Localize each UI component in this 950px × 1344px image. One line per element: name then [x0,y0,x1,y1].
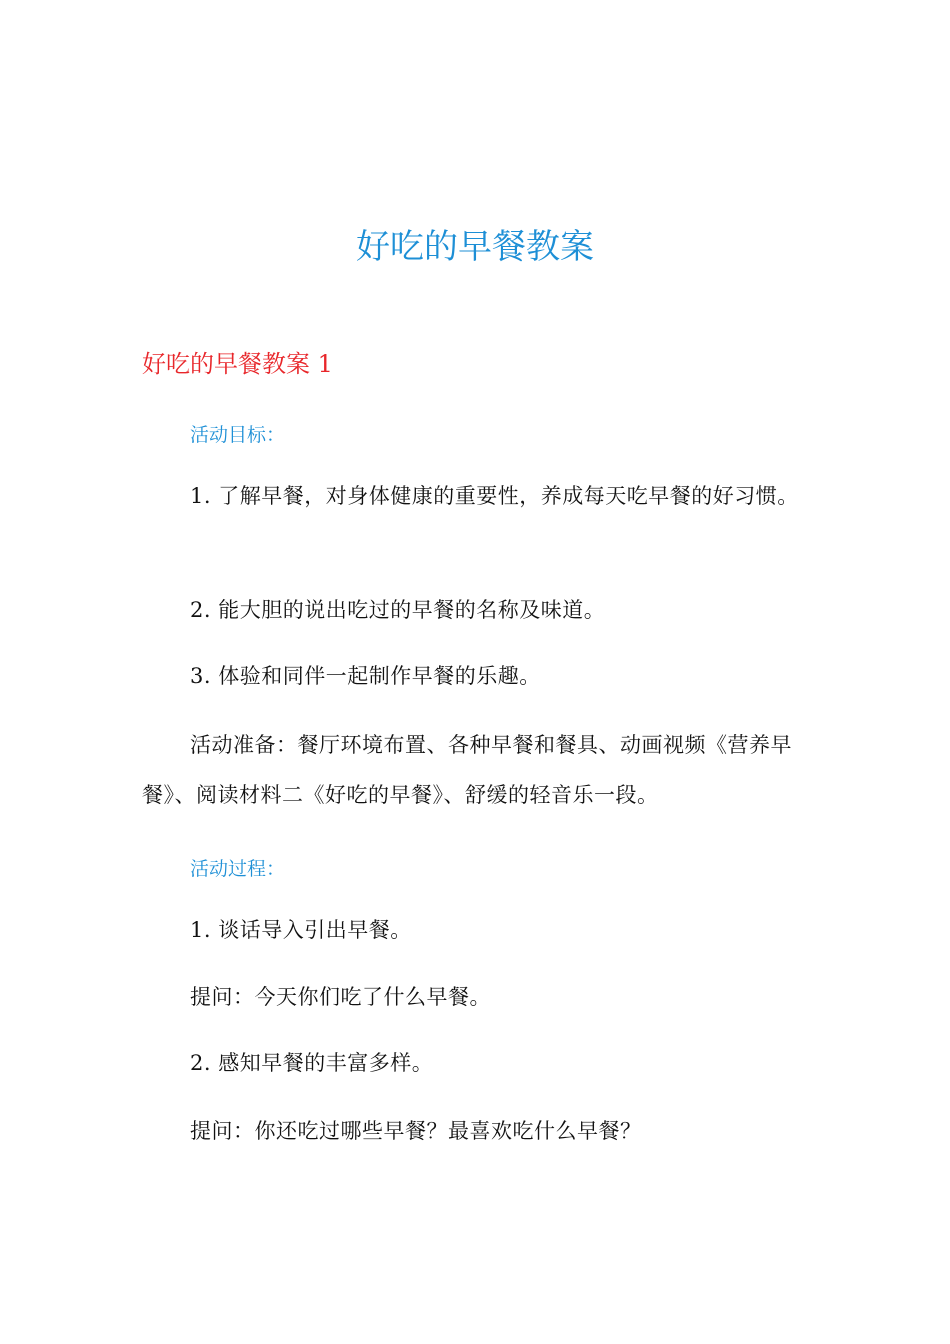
document-title: 好吃的早餐教案 [356,227,594,267]
goals-heading: 活动目标： [190,424,286,446]
process-step-2: 2. 感知早餐的丰富多样。 [190,1051,434,1075]
section-title: 好吃的早餐教案 1 [142,350,333,378]
preparation-paragraph: 活动准备：餐厅环境布置、各种早餐和餐具、动画视频《营养早餐》、阅读材料二《好吃的早餐》、舒缓的轻音乐一段。 [142,733,792,807]
goal-item-2: 2. 能大胆的说出吃过的早餐的名称及味道。 [190,598,606,622]
process-question-1: 提问：今天你们吃了什么早餐。 [190,985,491,1009]
goal-item-1: 1. 了解早餐，对身体健康的重要性，养成每天吃早餐的好习惯。 [190,484,799,508]
process-question-2: 提问：你还吃过哪些早餐？最喜欢吃什么早餐？ [190,1119,642,1143]
goal-item-3: 3. 体验和同伴一起制作早餐的乐趣。 [190,664,541,688]
process-step-1: 1. 谈话导入引出早餐。 [190,918,412,942]
process-heading: 活动过程： [190,858,286,880]
